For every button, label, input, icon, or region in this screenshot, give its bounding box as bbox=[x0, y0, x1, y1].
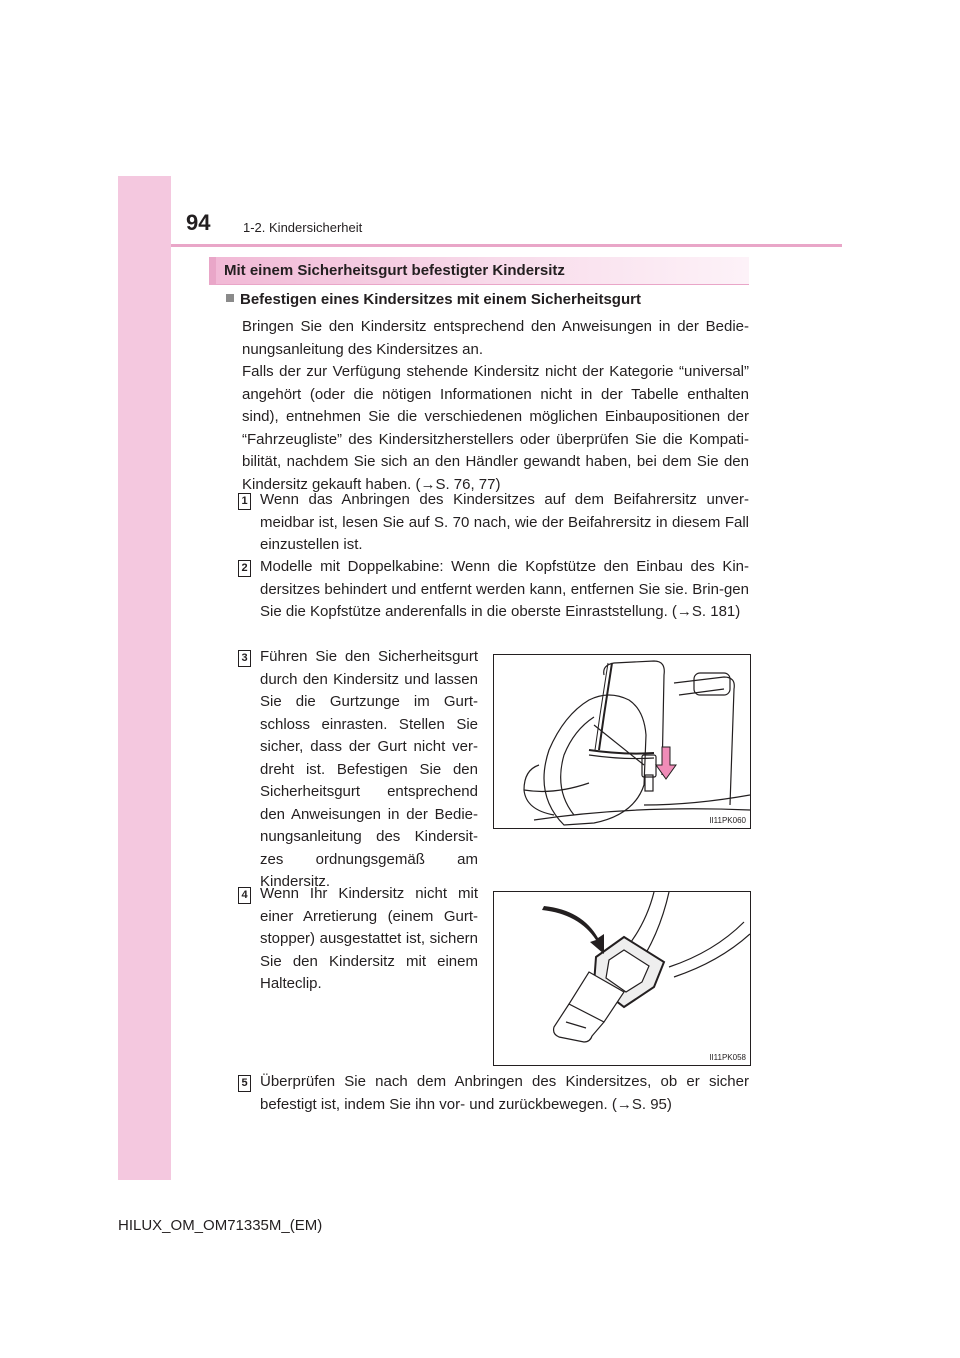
locking-clip-illustration bbox=[494, 892, 750, 1065]
heading-accent bbox=[209, 257, 216, 284]
step-text: Modelle mit Doppelkabine: Wenn die Kopfstütze den Einbau des Kin-dersitzes behindert und entfernt werden kann, entfernen Sie sie. Brin-gen Sie die Kopfstütze anderenfalls in die oberste Einraststellung. (→S. 181) bbox=[260, 558, 749, 620]
step-number-badge: 3 bbox=[238, 650, 251, 667]
child-seat-illustration bbox=[494, 655, 750, 828]
section-title: 1-2. Kindersicherheit bbox=[243, 220, 363, 235]
step-number-badge: 2 bbox=[238, 560, 251, 577]
step-text: Wenn Ihr Kindersitz nicht mit einer Arretierung (einem Gurt-stopper) ausgestattet ist, sichern Sie den Kindersitz mit einem Halteclip. bbox=[260, 885, 478, 992]
subheading-text: Befestigen eines Kindersitzes mit einem Sicherheitsgurt bbox=[240, 291, 641, 308]
header-divider bbox=[171, 244, 842, 247]
figure-code: II11PK058 bbox=[709, 1053, 746, 1062]
figure-locking-clip bbox=[493, 891, 751, 1066]
figure-code: II11PK060 bbox=[709, 816, 746, 825]
step-number-badge: 1 bbox=[238, 493, 251, 510]
section-heading: Mit einem Sicherheitsgurt befestigter Kindersitz bbox=[224, 262, 565, 279]
intro-paragraph-1: Bringen Sie den Kindersitz entsprechend den Anweisungen in der Bedie-nungsanleitung des Kindersitzes an. bbox=[242, 318, 749, 358]
document-footer: HILUX_OM_OM71335M_(EM) bbox=[118, 1217, 323, 1234]
bullet-square-icon bbox=[226, 294, 234, 302]
step-text: Wenn das Anbringen des Kindersitzes auf dem Beifahrersitz unver-meidbar ist, lesen Sie auf S. 70 nach, wie der Beifahrersitz in diesem Fall einzustellen ist. bbox=[260, 491, 749, 553]
figure-child-seat-belt bbox=[493, 654, 751, 829]
step-text: Überprüfen Sie nach dem Anbringen des Kindersitzes, ob er sicher befestigt ist, indem Sie ihn vor- und zurückbewegen. (→S. 95) bbox=[260, 1073, 749, 1113]
page-number: 94 bbox=[186, 210, 211, 235]
step-number-badge: 4 bbox=[238, 887, 251, 904]
side-tab-strip bbox=[118, 176, 171, 1180]
step-number-badge: 5 bbox=[238, 1075, 251, 1092]
step-text: Führen Sie den Sicherheitsgurt durch den Kindersitz und lassen Sie die Gurtzunge im Gurt-schloss einrasten. Stellen Sie sicher, dass der Gurt nicht ver-dreht ist. Befestigen Sie den Sicherheitsgurt entsprechend den Anweisungen in der Bedie-nungsanleitung des Kindersit-zes ordnungsgemäß am Kindersitz. bbox=[260, 648, 478, 890]
intro-paragraph-2: Falls der zur Verfügung stehende Kindersitz nicht der Kategorie “universal” angehört (oder die nötigen Informationen nicht in der Tabelle enthalten sind), entnehmen Sie die verschiedenen möglichen Einbaupositionen der “Fahrzeugliste” des Kindersitzherstellers oder überprüfen Sie die Kompati-bilität, nachdem Sie sich an den Händler gewandt haben, bei dem Sie den Kindersitz gekauft haben. (→S. 76, 77) bbox=[242, 363, 749, 493]
heading-underline bbox=[209, 284, 749, 285]
subheading bbox=[226, 291, 641, 308]
